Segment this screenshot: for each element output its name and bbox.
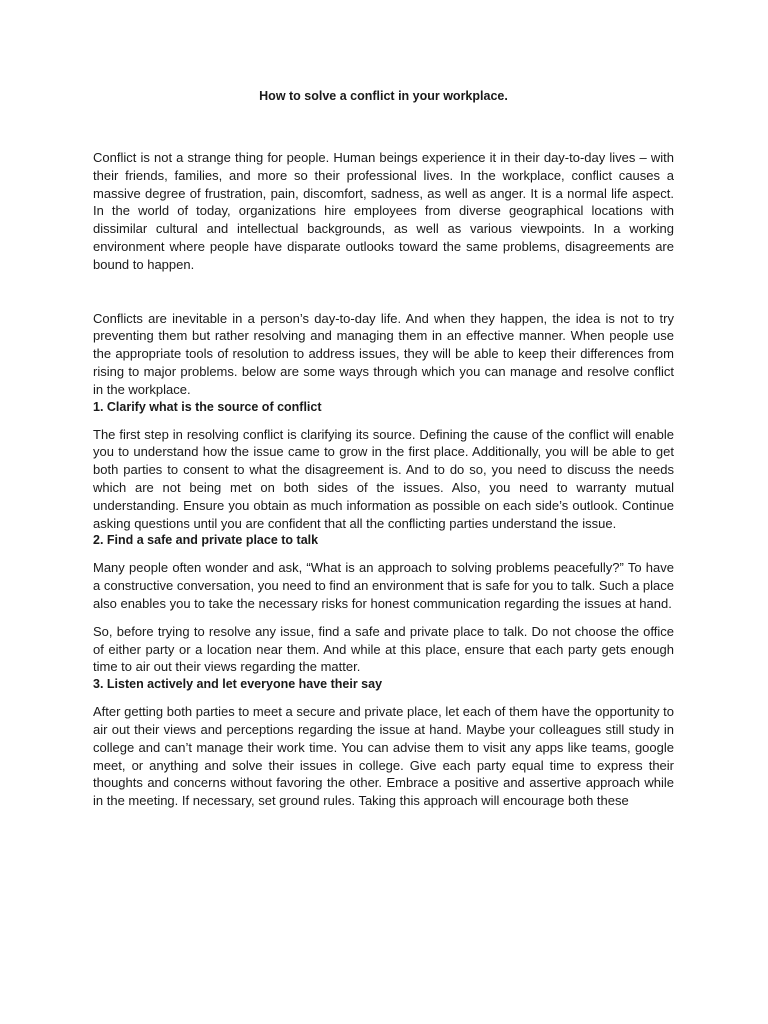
section-2-heading: 2. Find a safe and private place to talk	[93, 533, 319, 548]
intro-paragraph-2: Conflicts are inevitable in a person’s day-to-day life. And when they happen, the idea is not to try preventing them but rather resolving and managing them in an effective manner. When people use the appropriate tools of resolution to address issues, they will be able to keep their differences from rising to major problems. below are some ways through which you can manage and resolve conflict in the workplace.	[93, 310, 674, 397]
document-title: How to solve a conflict in your workplace.	[259, 89, 508, 103]
section-1-paragraph: The first step in resolving conflict is clarifying its source. Defining the cause of the conflict will enable you to understand how the issue came to grow in the first place. Additionally, you will be able to get both parties to consent to what the disagreement is. And to do so, you need to discuss the needs which are not being met on both sides of the issues. Also, you need to warranty mutual understanding. Ensure you obtain as much information as possible on each side’s outlook. Continue asking questions until you are confident that all the conflicting parties understand the issue.	[93, 426, 674, 531]
section-3-paragraph: After getting both parties to meet a secure and private place, let each of them have the opportunity to air out their views and perceptions regarding the issue at hand. Maybe your colleagues still study in college and can’t manage their work time. You can advise them to visit any apps like teams, google meet, or anything and solve their issues in college. Give each party equal time to express their thoughts and concerns without favoring the other. Embrace a positive and assertive approach while in the meeting. If necessary, set ground rules. Taking this approach will encourage both these	[93, 704, 674, 809]
section-1-heading: 1. Clarify what is the source of conflict	[93, 399, 322, 414]
intro-paragraph-1: Conflict is not a strange thing for people. Human beings experience it in their day-to-day lives – with their friends, families, and more so their professional lives. In the workplace, conflict causes a massive degree of frustration, pain, discomfort, sadness, as well as anger. It is a normal life aspect. In the world of today, organizations hire employees from diverse geographical locations with dissimilar cultural and intellectual backgrounds, as well as various viewpoints. In a working environment where people have disparate outlooks toward the same problems, disagreements are bound to happen.	[93, 150, 674, 272]
section-3-heading: 3. Listen actively and let everyone have their say	[93, 677, 383, 692]
document-body	[93, 88, 674, 810]
section-2-paragraph-2: So, before trying to resolve any issue, find a safe and private place to talk. Do not choose the office of either party or a location near them. And while at this place, ensure that each party gets enough time to air out their views regarding the matter.	[93, 623, 674, 675]
section-2-paragraph-1: Many people often wonder and ask, “What is an approach to solving problems peacefully?” To have a constructive conversation, you need to find an environment that is safe for you to talk. Such a place also enables you to take the necessary risks for honest communication regarding the issues at hand.	[93, 560, 675, 611]
